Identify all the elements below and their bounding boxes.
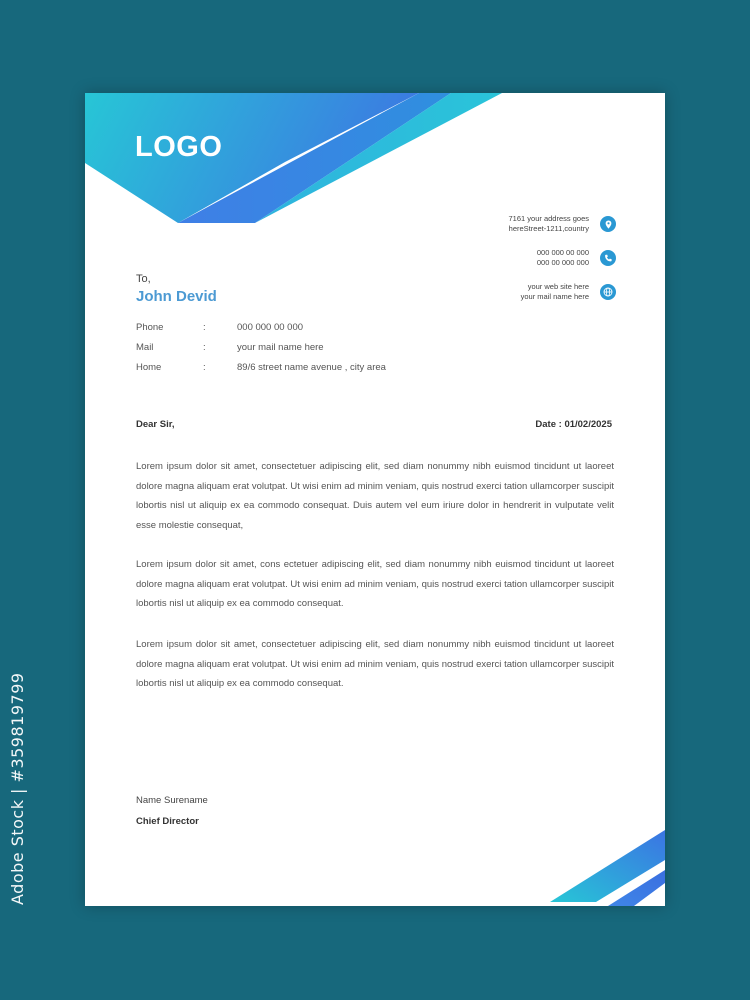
phone-value: 000 000 00 000 <box>237 322 304 333</box>
phone-label: Phone <box>136 322 164 333</box>
address-line-1: 7161 your address goes <box>508 214 589 223</box>
recipient-name: John Devid <box>136 288 217 305</box>
address-line-2: hereStreet-1211,country <box>508 224 589 233</box>
logo-text: LOGO <box>135 131 223 163</box>
body-paragraph-3: Lorem ipsum dolor sit amet, consectetuer adipiscing elit, sed diam nonummy nibh euismod tincidunt ut laoreet dolore magna aliquam erat volutpat. Ut wisi enim ad minim veniam, quis nostrud exerci tation ullamcorper suscipit lobortis nisl ut aliquip ex ea commodo consequat. <box>136 639 614 690</box>
home-separator: : <box>203 362 206 373</box>
mail-separator: : <box>203 342 206 353</box>
mail-label: Mail <box>136 342 154 353</box>
mail-value: your mail name here <box>237 342 324 353</box>
letter-date: Date : 01/02/2025 <box>535 419 612 430</box>
phone-separator: : <box>203 322 206 333</box>
contact-address <box>509 214 616 234</box>
recipient-home-row <box>136 362 386 373</box>
recipient-mail-row <box>136 342 324 353</box>
contact-web <box>521 282 616 302</box>
contact-phone <box>537 248 616 268</box>
salutation: Dear Sir, <box>136 419 175 430</box>
stock-watermark-id: Adobe Stock | #359819799 <box>8 672 27 905</box>
location-pin-icon <box>600 216 616 232</box>
recipient-phone-row <box>136 322 303 333</box>
letterhead-page <box>85 93 665 906</box>
to-label: To, <box>136 273 151 285</box>
phone-icon <box>600 250 616 266</box>
body-paragraph-2: Lorem ipsum dolor sit amet, cons ectetuer adipiscing elit, sed diam nonummy nibh euismod tincidunt ut laoreet dolore magna aliquam erat volutpat. Ut wisi enim ad minim veniam, quis nostrud exerci tation ullamcorper suscipit lobortis nisl ut aliquip ex ea commodo consequat. <box>136 559 614 610</box>
home-value: 89/6 street name avenue , city area <box>237 362 386 373</box>
home-label: Home <box>136 362 162 373</box>
body-paragraph-1: Lorem ipsum dolor sit amet, consectetuer adipiscing elit, sed diam nonummy nibh euismod tincidunt ut laoreet dolore magna aliquam erat volutpat. Ut wisi enim ad minim veniam, quis nostrud exerci tation ullamcorper suscipit lobortis nisl ut aliquip ex ea commodo consequat. Duis autem vel eum iriure dolor in hendrerit in vulputate velit esse molestie consequat, <box>136 461 614 531</box>
website-line: your web site here <box>527 282 589 291</box>
mail-line: your mail name here <box>520 292 589 301</box>
phone-line-1: 000 000 00 000 <box>536 248 589 257</box>
globe-icon <box>600 284 616 300</box>
signature-name: Name Surename <box>136 795 208 806</box>
phone-line-2: 000 00 000 000 <box>536 258 589 267</box>
signature-title: Chief Director <box>136 816 199 827</box>
corner-gradient-shape <box>550 826 665 906</box>
